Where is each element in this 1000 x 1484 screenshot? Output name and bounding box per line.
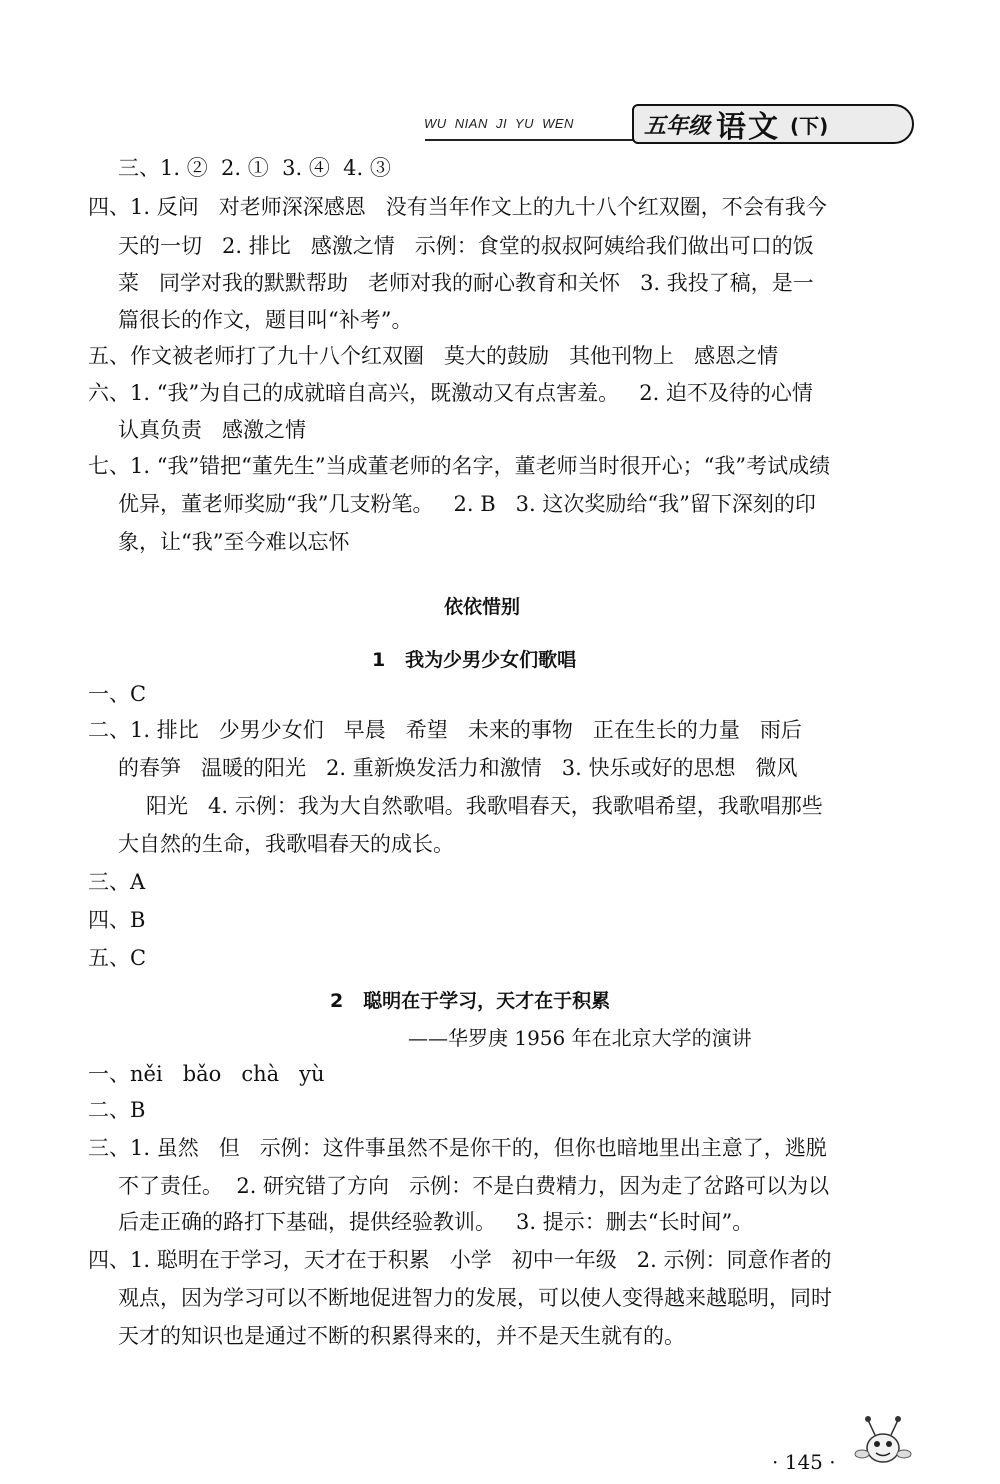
page-number: · 145 ·	[772, 1450, 836, 1474]
lesson-title: 2 聪明在于学习，天才在于积累	[330, 990, 611, 1012]
answer-line: 七、1. “我”错把“董先生”当成董老师的名字，董老师当时很开心；“我”考试成绩	[88, 454, 831, 478]
bee-mascot-icon	[848, 1412, 918, 1472]
answer-line: 不了责任。 2. 研究错了方向 示例：不是白费精力，因为走了岔路可以为以	[118, 1174, 830, 1198]
answer-line: 三、1. 虽然 但 示例：这件事虽然不是你干的，但你也暗地里出主意了，逃脱	[88, 1136, 827, 1160]
header-pinyin: WU NIAN JI YU WEN	[424, 116, 574, 131]
answer-line: 二、B	[88, 1098, 146, 1122]
badge-volume: (下)	[790, 113, 829, 138]
header-rule	[425, 139, 637, 141]
header-badge	[632, 104, 914, 144]
lesson-title: 1 我为少男少女们歌唱	[372, 649, 577, 671]
answer-line: 大自然的生命，我歌唱春天的成长。	[118, 832, 454, 856]
answer-line: 象，让“我”至今难以忘怀	[118, 530, 350, 554]
answer-line: 三、1. ② 2. ① 3. ④ 4. ③	[118, 156, 391, 180]
answer-line: 的春笋 温暖的阳光 2. 重新焕发活力和激情 3. 快乐或好的思想 微风	[118, 756, 798, 780]
answer-line: 优异，董老师奖励“我”几支粉笔。 2. B 3. 这次奖励给“我”留下深刻的印	[118, 492, 816, 516]
answer-line: 三、A	[88, 870, 146, 894]
lesson-subtitle: ——华罗庚 1956 年在北京大学的演讲	[408, 1026, 752, 1050]
answer-line: 四、B	[88, 908, 146, 932]
answer-line: 五、作文被老师打了九十八个红双圈 莫大的鼓励 其他刊物上 感恩之情	[88, 344, 779, 368]
answer-line: 四、1. 聪明在于学习，天才在于积累 小学 初中一年级 2. 示例：同意作者的	[88, 1248, 832, 1272]
answer-line: 五、C	[88, 946, 147, 970]
answer-line: 认真负责 感激之情	[118, 418, 307, 442]
answer-line: 篇很长的作文，题目叫“补考”。	[118, 308, 413, 332]
answer-line: 观点，因为学习可以不断地促进智力的发展，可以使人变得越来越聪明，同时	[118, 1286, 832, 1310]
answer-line: 天才的知识也是通过不断的积累得来的，并不是天生就有的。	[118, 1324, 685, 1348]
section-title: 依依惜别	[444, 596, 521, 618]
answer-line: 天的一切 2. 排比 感激之情 示例：食堂的叔叔阿姨给我们做出可口的饭	[118, 234, 814, 258]
answer-line: 一、C	[88, 682, 147, 706]
answer-line: 二、1. 排比 少男少女们 早晨 希望 未来的事物 正在生长的力量 雨后	[88, 718, 802, 742]
badge-grade: 五年级	[644, 113, 711, 139]
answer-line: 后走正确的路打下基础，提供经验教训。 3. 提示：删去“长时间”。	[118, 1210, 754, 1234]
answer-line: 菜 同学对我的默默帮助 老师对我的耐心教育和关怀 3. 我投了稿，是一	[118, 271, 814, 295]
answer-line: 阳光 4. 示例：我为大自然歌唱。我歌唱春天，我歌唱希望，我歌唱那些	[146, 794, 823, 818]
badge-subject: 语文	[716, 110, 781, 145]
answer-line: 一、něi bǎo chà yù	[88, 1062, 325, 1086]
answer-line: 四、1. 反问 对老师深深感恩 没有当年作文上的九十八个红双圈，不会有我今	[88, 195, 827, 219]
answer-line: 六、1. “我”为自己的成就暗自高兴，既激动又有点害羞。 2. 迫不及待的心情	[88, 381, 813, 405]
